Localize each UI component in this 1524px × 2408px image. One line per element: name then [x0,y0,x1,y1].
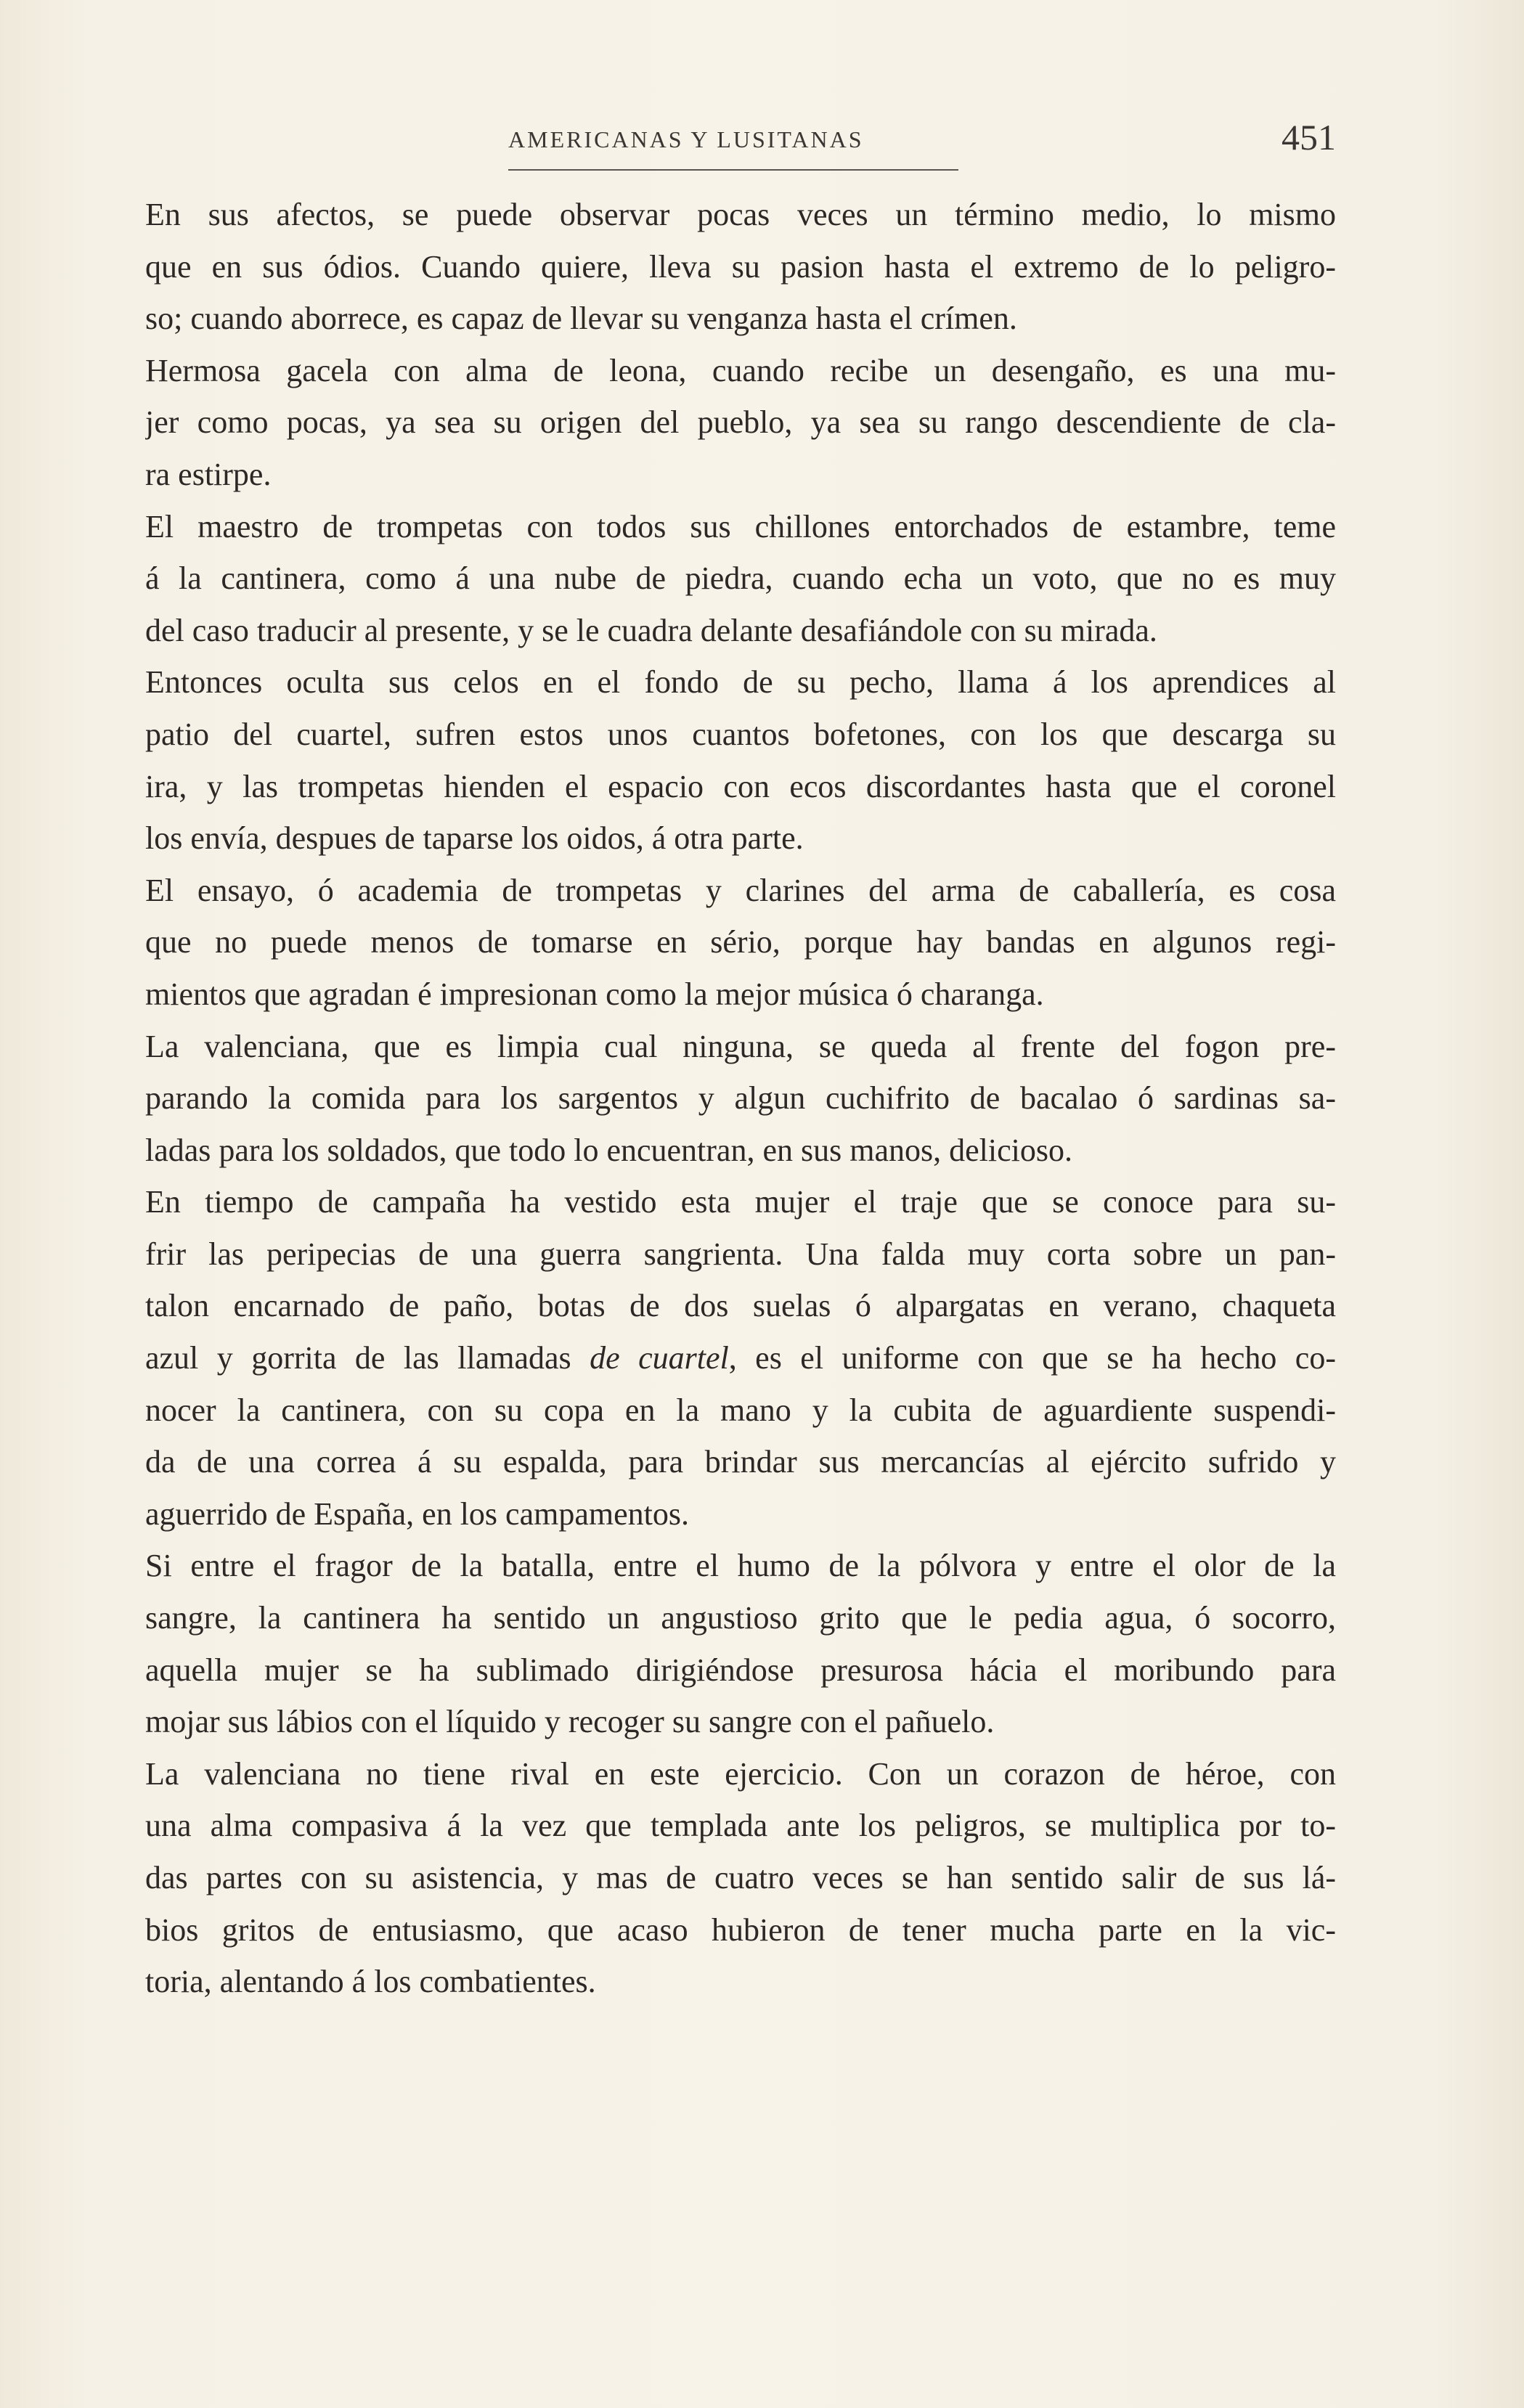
running-title: AMERICANAS Y LUSITANAS [508,126,864,152]
text-line-with-italic: azul y gorrita de las llamadas de cuartel, es el uniforme con que se ha hecho co- [145,1340,1336,1376]
paragraph [145,1176,1336,1540]
text-line: Si entre el fragor de la batalla, entre el humo de la pólvora y entre el olor de la [145,1548,1336,1584]
text-line: talon encarnado de paño, botas de dos suelas ó alpargatas en verano, chaqueta [145,1288,1336,1324]
paragraph [145,1748,1336,2008]
text-line: los envía, despues de taparse los oidos, á otra parte. [145,820,804,857]
paragraph [145,1540,1336,1747]
text-line: jer como pocas, ya sea su origen del pueblo, ya sea su rango descendiente de cla- [145,404,1336,441]
italic-phrase: de cuartel [590,1340,729,1376]
text-line: ra estirpe. [145,456,272,492]
text-line: El maestro de trompetas con todos sus chillones entorchados de estambre, teme [145,508,1336,544]
paragraph [145,189,1336,345]
text-line: mojar sus lábios con el líquido y recoger su sangre con el pañuelo. [145,1704,995,1740]
text-line: que no puede menos de tomarse en sério, porque hay bandas en algunos regi- [145,924,1336,960]
text-line: La valenciana, que es limpia cual ninguna, se queda al frente del fogon pre- [145,1028,1336,1064]
running-head [145,116,1336,167]
text-line: patio del cuartel, sufren estos unos cuantos bofetones, con los que descarga su [145,716,1336,752]
text-line: ira, y las trompetas hienden el espacio con ecos discordantes hasta que el coronel [145,768,1336,804]
text-line: das partes con su asistencia, y mas de cuatro veces se han sentido salir de sus lá- [145,1860,1336,1895]
text-line: nocer la cantinera, con su copa en la mano y la cubita de aguardiente suspendi- [145,1392,1336,1428]
text-line: aguerrido de España, en los campamentos. [145,1495,689,1532]
text-line: á la cantinera, como á una nube de piedra, cuando echa un voto, que no es muy [145,560,1336,597]
page-number: 451 [1281,117,1336,158]
text-line: del caso traducir al presente, y se le cuadra delante desafiándole con su mirada. [145,612,1157,648]
text-line: da de una correa á su espalda, para brindar sus mercancías al ejército sufrido y [145,1444,1336,1480]
text-line: bios gritos de entusiasmo, que acaso hubieron de tener mucha parte en la vic- [145,1911,1336,1948]
text-line: mientos que agradan é impresionan como la mejor música ó charanga. [145,976,1044,1012]
paragraph [145,501,1336,657]
paragraph [145,345,1336,501]
text-line: una alma compasiva á la vez que templada ante los peligros, se multiplica por to- [145,1808,1336,1844]
text-line: Hermosa gacela con alma de leona, cuando recibe un desengaño, es una mu- [145,352,1336,388]
text-line: so; cuando aborrece, es capaz de llevar su venganza hasta el crímen. [145,301,1017,337]
text-line: que en sus ódios. Cuando quiere, lleva su pasion hasta el extremo de lo peligro- [145,248,1336,285]
text-line: frir las peripecias de una guerra sangrienta. Una falda muy corta sobre un pan- [145,1236,1336,1272]
header-rule [508,169,958,171]
paragraph [145,1021,1336,1177]
text-line: ladas para los soldados, que todo lo encuentran, en sus manos, delicioso. [145,1132,1072,1168]
paragraph [145,656,1336,864]
text-line: El ensayo, ó academia de trompetas y clarines del arma de caballería, es cosa [145,872,1336,908]
text-line: parando la comida para los sargentos y algun cuchifrito de bacalao ó sardinas sa- [145,1080,1336,1117]
text-line: sangre, la cantinera ha sentido un angustioso grito que le pedia agua, ó socorro, [145,1600,1336,1636]
text-line: toria, alentando á los combatientes. [145,1964,596,2000]
paragraph [145,865,1336,1021]
text-line: En tiempo de campaña ha vestido esta mujer el traje que se conoce para su- [145,1184,1336,1220]
text-line: En sus afectos, se puede observar pocas veces un término medio, lo mismo [145,197,1336,232]
text-line: La valenciana no tiene rival en este ejercicio. Con un corazon de héroe, con [145,1755,1336,1792]
body-text [145,189,1336,2008]
text-line: aquella mujer se ha sublimado dirigiéndose presurosa hácia el moribundo para [145,1652,1336,1688]
text-line: Entonces oculta sus celos en el fondo de su pecho, llama á los aprendices al [145,664,1336,701]
